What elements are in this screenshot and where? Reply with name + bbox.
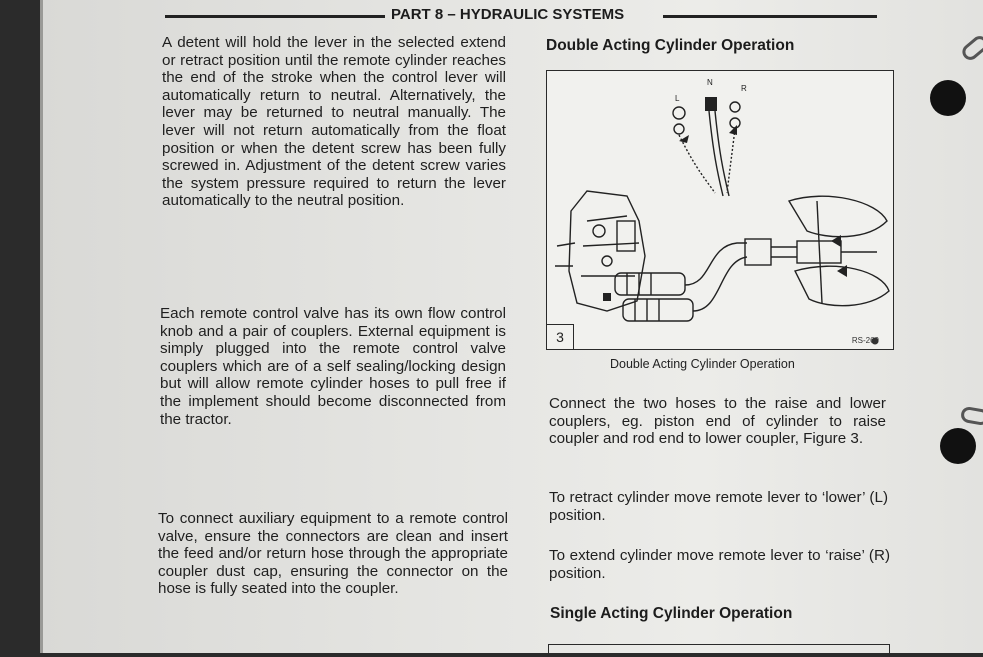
figure-caption: Double Acting Cylinder Operation: [610, 357, 795, 371]
lever-label-raise: R: [741, 84, 747, 93]
header-rule-left: [165, 15, 385, 18]
figure-3: [546, 70, 894, 350]
remote-valve-block-icon: [555, 191, 645, 311]
figure-code: RS-269: [851, 336, 879, 345]
retract-paragraph: To retract cylinder move remote lever to ‘lower’ (L) position.: [549, 489, 888, 524]
lever-label-neutral: N: [707, 78, 713, 87]
detent-paragraph: A detent will hold the lever in the selected extend or retract position until the remote cylinder reaches the end of the stroke when the control lever will automatically return to neutral. Alternatively, the lever may be returned to neutral manually. The lever will not return automatically from the float position or when the detent screw has been fully screwed in. Adjustment of the detent screw varies the system pressure required to return the lever automatically to the neutral position.: [162, 34, 506, 210]
figure-number: 3: [547, 324, 574, 349]
binder-hole-bottom: [940, 428, 976, 464]
extend-paragraph: To extend cylinder move remote lever to ‘raise’ (R) position.: [549, 547, 890, 582]
connect-hoses-paragraph: Connect the two hoses to the raise and lower couplers, eg. piston end of cylinder to raise coupler and rod end to lower coupler, Figure 3.: [549, 395, 886, 448]
couplers-icon: [615, 273, 693, 321]
control-lever-icon: [673, 97, 740, 196]
page-header: [165, 6, 877, 26]
double-acting-heading: Double Acting Cylinder Operation: [546, 37, 795, 54]
page-edge: [40, 0, 43, 653]
next-figure-frame: [548, 644, 890, 657]
lever-label-lower: L: [675, 94, 680, 103]
hydraulic-diagram: [547, 71, 893, 349]
remote-valve-paragraph: Each remote control valve has its own flow control knob and a pair of couplers. External equipment is simply plugged into the remote control valve couplers which are of a self sealing/locking design but will allow remote cylinder hoses to pull free if the implement should become disconnected from the tractor.: [160, 305, 506, 428]
implement-blades-icon: [789, 196, 889, 306]
single-acting-heading: Single Acting Cylinder Operation: [550, 605, 793, 622]
section-title: PART 8 – HYDRAULIC SYSTEMS: [391, 6, 625, 23]
header-rule-right: [663, 15, 877, 18]
cylinder-icon: [745, 239, 877, 265]
binder-hole-top: [930, 80, 966, 116]
connect-equipment-paragraph: To connect auxiliary equipment to a remote control valve, ensure the connectors are clean and insert the feed and/or return hose through the appropriate coupler dust cap, ensuring the connector on the hose is fully seated into the coupler.: [158, 510, 508, 598]
